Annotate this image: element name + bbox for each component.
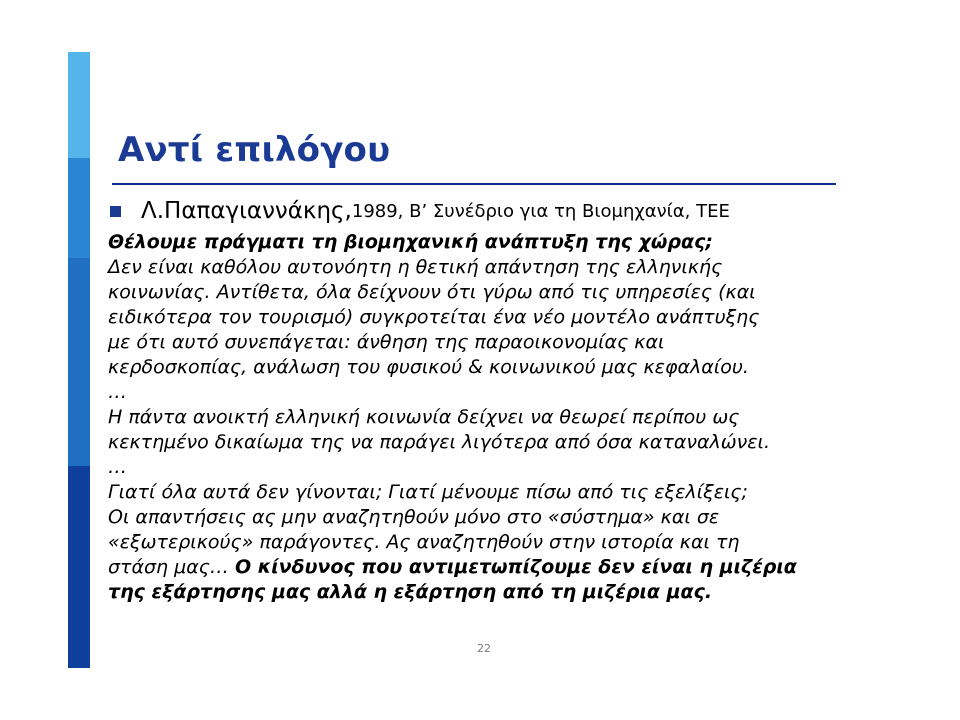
side-bar-top bbox=[68, 52, 90, 158]
side-bar-lower bbox=[68, 258, 90, 466]
quote-line: με ότι αυτό συνεπάγεται: άνθηση της παραοικονομίας και bbox=[108, 331, 665, 353]
quote-line: κεκτημένο δικαίωμα της να παράγει λιγότερα από όσα καταναλώνει. bbox=[108, 431, 770, 453]
quote-line: Οι απαντήσεις ας μην αναζητηθούν μόνο στο «σύστημα» και σε bbox=[108, 506, 720, 528]
quote-line: Γιατί όλα αυτά δεν γίνονται; Γιατί μένουμε πίσω από τις εξελίξεις; bbox=[108, 481, 748, 503]
quote-ellipsis: … bbox=[108, 381, 127, 403]
quote-ellipsis: … bbox=[108, 456, 127, 478]
slide-title: Αντί επιλόγου bbox=[118, 130, 391, 170]
quote-line: κερδοσκοπίας, ανάλωση του φυσικού & κοινωνικού μας κεφαλαίου. bbox=[108, 356, 749, 378]
quote-line: κοινωνίας. Αντίθετα, όλα δείχνουν ότι γύρω από τις υπηρεσίες (και bbox=[108, 281, 756, 303]
quote-line-mixed bbox=[108, 555, 908, 580]
quote-line: Η πάντα ανοικτή ελληνική κοινωνία δείχνει να θεωρεί περίπου ως bbox=[108, 406, 740, 428]
quote-line: ειδικότερα τον τουρισμό) συγκροτείται ένα νέο μοντέλο ανάπτυξης bbox=[108, 306, 760, 328]
quote-emphasis-line: της εξάρτησης μας αλλά η εξάρτηση από τη μιζέρια μας. bbox=[108, 581, 713, 603]
quote-line: «εξωτερικούς» παράγοντες. Ας αναζητηθούν στην ιστορία και τη bbox=[108, 531, 740, 553]
quote-body bbox=[108, 230, 908, 605]
square-bullet-icon bbox=[110, 206, 121, 217]
citation-text: 1989, Β’ Συνέδριο για τη Βιομηχανία, ΤΕΕ bbox=[351, 200, 730, 222]
quote-text: στάση μας… bbox=[108, 556, 235, 578]
quote-question: Θέλουμε πράγματι τη βιομηχανική ανάπτυξη της χώρας; bbox=[108, 231, 713, 253]
side-bar-middle bbox=[68, 158, 90, 258]
quote-emphasis: Ο κίνδυνος που αντιμετωπίζουμε δεν είναι η μιζέρια bbox=[234, 556, 797, 578]
author-name: Λ.Παπαγιαννάκης, bbox=[141, 198, 352, 224]
quote-line: Δεν είναι καθόλου αυτονόητη η θετική απάντηση της ελληνικής bbox=[108, 256, 723, 278]
page-number: 22 bbox=[477, 642, 491, 655]
bullet-citation bbox=[110, 194, 730, 228]
side-bar-bottom bbox=[68, 466, 90, 668]
title-underline bbox=[112, 183, 836, 185]
